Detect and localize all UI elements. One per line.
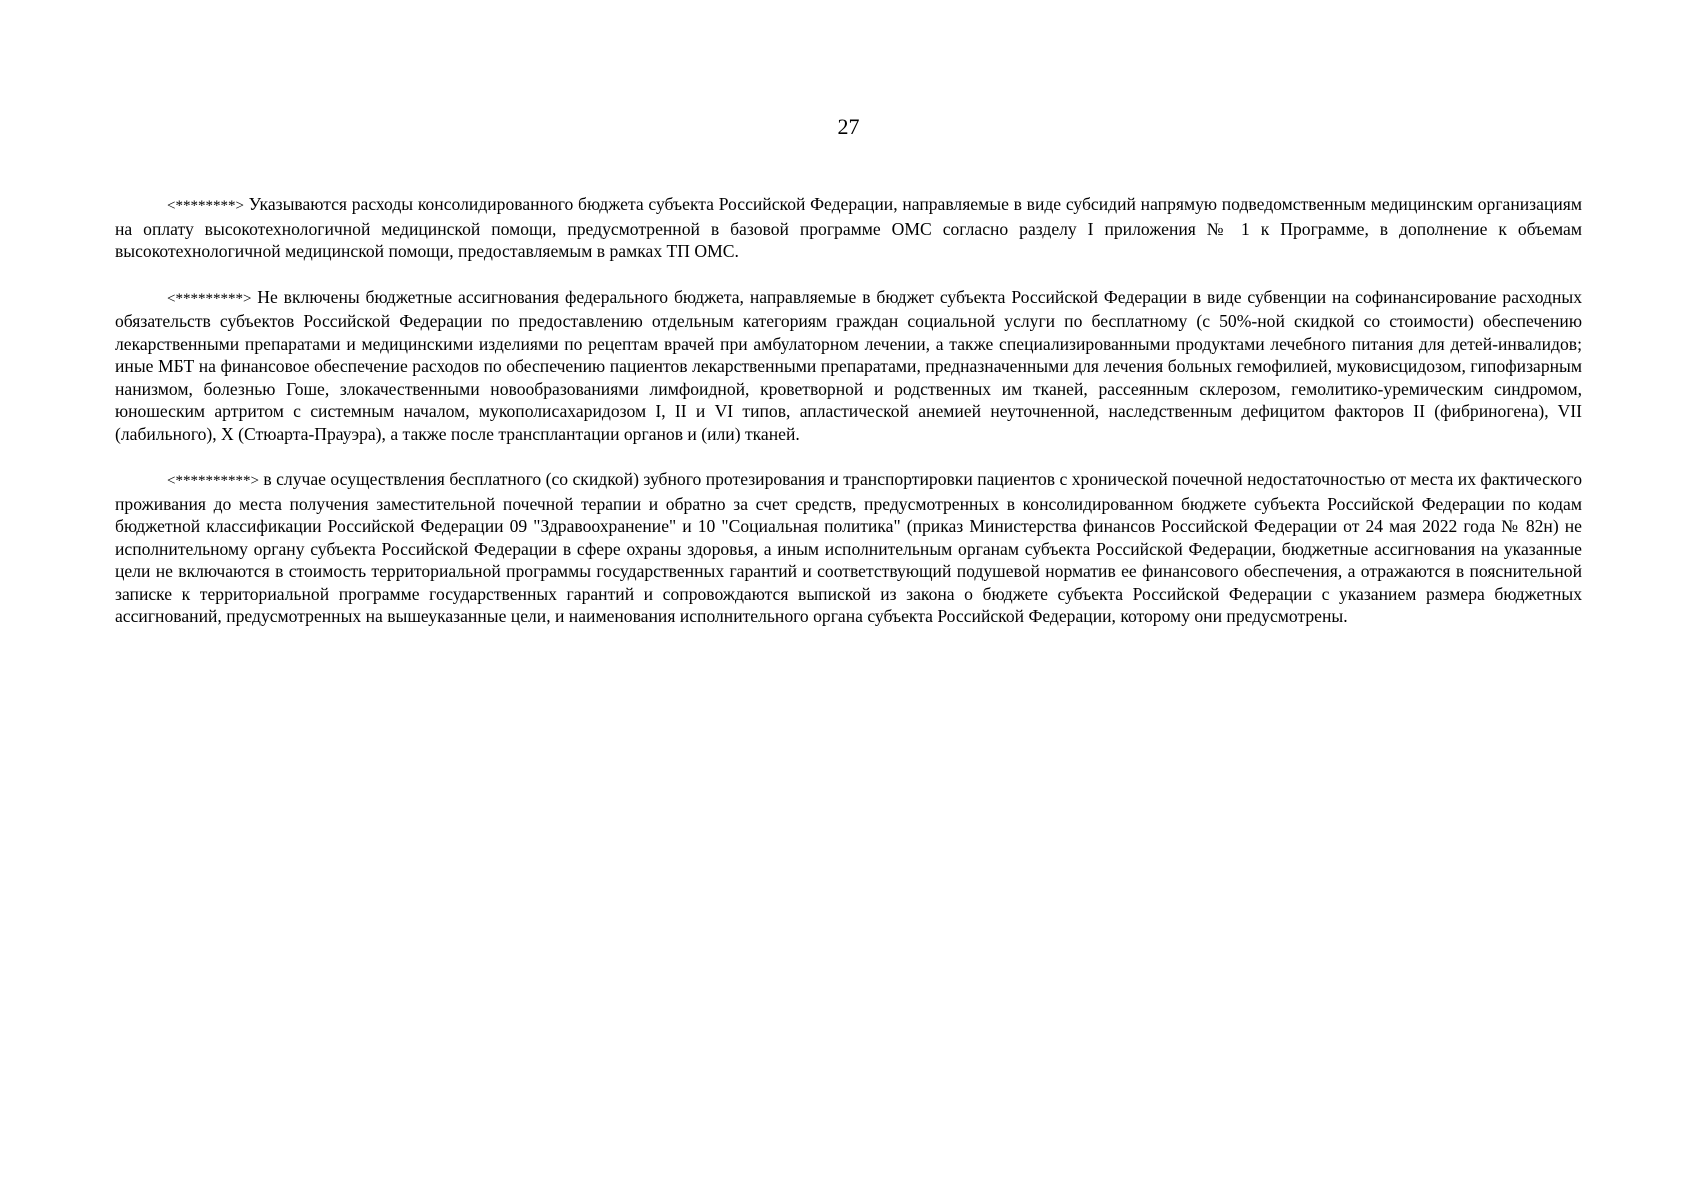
page-number: 27	[837, 114, 860, 139]
footnotes-section	[115, 193, 1582, 651]
footnote-10-stars	[115, 468, 1582, 628]
footnote-marker: <*********>	[167, 290, 252, 307]
footnote-marker: <**********>	[167, 473, 259, 489]
footnote-9-stars	[115, 286, 1582, 446]
footnote-text: Не включены бюджетные ассигнования федерального бюджета, направляемые в бюджет субъекта Российской Федерации в виде субвенции на софинансирование расходных обязательств субъектов Российской Федерации по предоставлению отдельным категориям граждан социальной услуги по бесплатному (с 50%-ной скидкой со стоимости) обеспечению лекарственными препаратами и медицинскими изделиями по рецептам врачей при амбулаторном лечении, а также специализированными продуктами лечебного питания для детей-инвалидов; иные МБТ на финансовое обеспечение расходов по обеспечению пациентов лекарственными препаратами, предназначенными для лечения больных гемофилией, муковисцидозом, гипофизарным нанизмом, болезнью Гоше, злокачественными новообразованиями лимфоидной, кроветворной и родственных им тканей, рассеянным склерозом, гемолитико-уремическим синдромом, юношеским артритом с системным началом, мукополисахаридозом I, II и VI типов, апластической анемией неуточненной, наследственным дефицитом факторов II (фибриногена), VII (лабильного), X (Стюарта-Прауэра), а также после трансплантации органов и (или) тканей.	[115, 286, 1582, 444]
footnote-8-stars	[115, 193, 1582, 263]
footnote-text: в случае осуществления бесплатного (со скидкой) зубного протезирования и транспортировки пациентов с хронической почечной недостаточностью от места их фактического проживания до места получения заместительной почечной терапии и обратно за счет средств, предусмотренных в консолидированном бюджете субъекта Российской Федерации по кодам бюджетной классификации Российской Федерации 09 "Здравоохранение" и 10 "Социальная политика" (приказ Министерства финансов Российской Федерации от 24 мая 2022 года № 82н) не исполнительному органу субъекта Российской Федерации в сфере охраны здоровья, а иным исполнительным органам субъекта Российской Федерации, бюджетные ассигнования на указанные цели не включаются в стоимость территориальной программы государственных гарантий и соответствующий подушевой норматив ее финансового обеспечения, а отражаются в пояснительной записке к территориальной программе государственных гарантий и сопровождаются выпиской из закона о бюджете субъекта Российской Федерации с указанием размера бюджетных ассигнований, предусмотренных на вышеуказанные цели, и наименования исполнительного органа субъекта Российской Федерации, которому они предусмотрены.	[115, 469, 1582, 626]
footnote-text: Указываются расходы консолидированного бюджета субъекта Российской Федерации, направляемые в виде субсидий напрямую подведомственным медицинским организациям на оплату высокотехнологичной медицинской помощи, предусмотренной в базовой программе ОМС согласно разделу I приложения № 1 к Программе, в дополнение к объемам высокотехнологичной медицинской помощи, предоставляемым в рамках ТП ОМС.	[115, 194, 1582, 261]
footnote-marker: <********>	[167, 198, 244, 214]
